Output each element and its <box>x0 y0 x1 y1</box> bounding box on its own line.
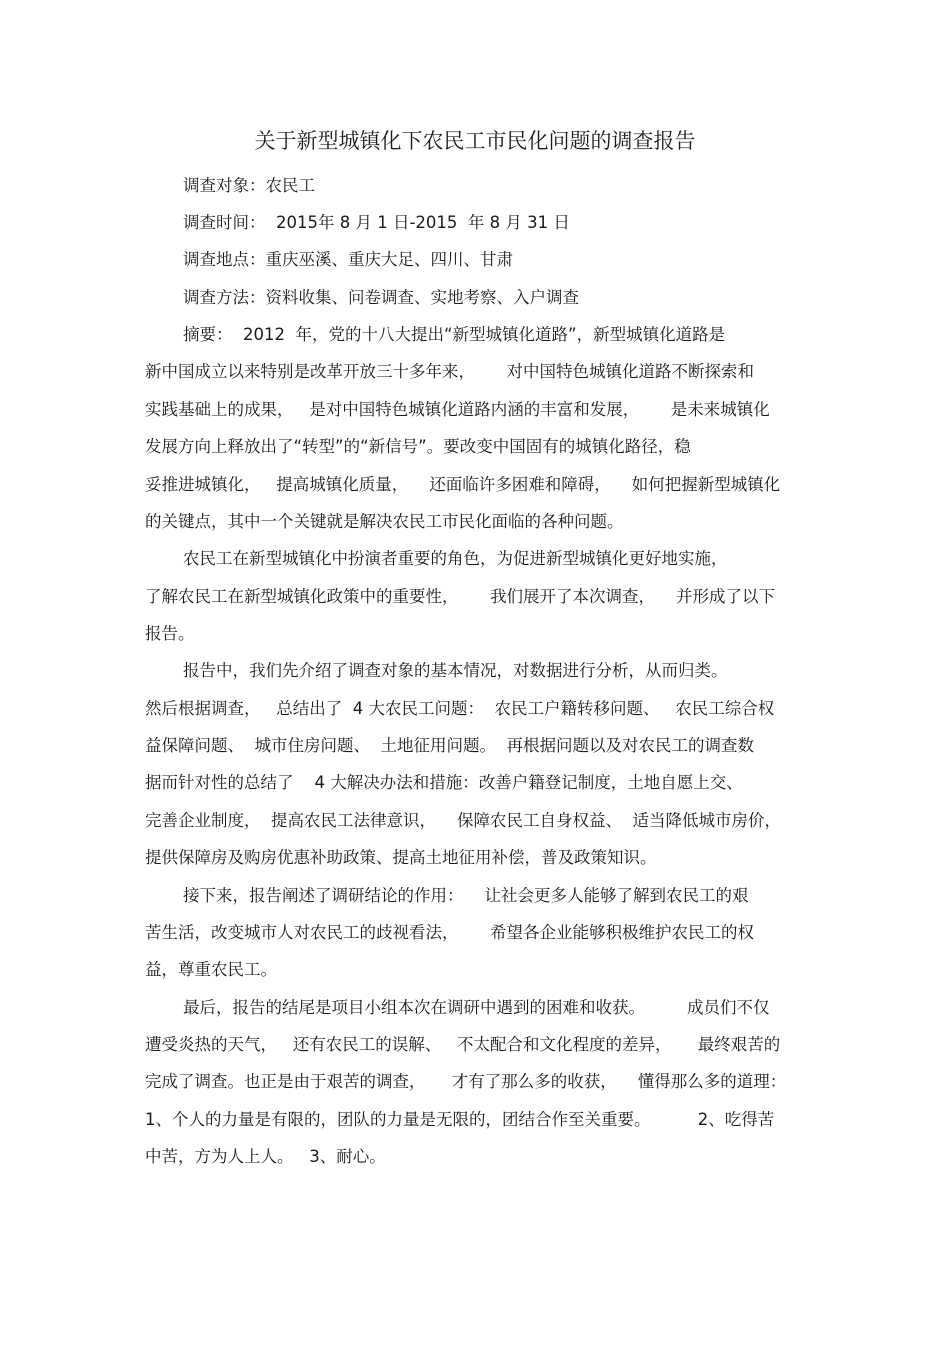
paragraph-line: 新中国成立以来特别是改革开放三十多年来， 对中国特色城镇化道路不断探索和 <box>145 362 754 381</box>
paragraph-line: 接下来，报告阐述了调研结论的作用： 让社会更多人能够了解到农民工的艰 <box>183 886 749 905</box>
paragraph-line: 农民工在新型城镇化中扮演者重要的角色，为促进新型城镇化更好地实施， <box>183 549 728 568</box>
paragraph-line: 妥推进城镇化， 提高城镇化质量， 还面临许多困难和障碍， 如何把握新型城镇化 <box>145 475 781 494</box>
paragraph-line: 摘要： 2012 年，党的十八大提出“新型城镇化道路”，新型城镇化道路是 <box>183 325 726 344</box>
paragraph-line: 然后根据调查， 总结出了 4 大农民工问题： 农民工户籍转移问题、 农民工综合权 <box>145 699 775 718</box>
paragraph-line: 益保障问题、 城市住房问题、 土地征用问题。 再根据问题以及对农民工的调查数 <box>145 736 754 755</box>
meta-line-location: 调查地点：重庆巫溪、重庆大足、四川、甘肃 <box>183 250 513 269</box>
meta-line-subject: 调查对象：农民工 <box>183 176 315 195</box>
document-title: 关于新型城镇化下农民工市民化问题的调查报告 <box>254 129 696 153</box>
paragraph-line: 苦生活，改变城市人对农民工的歧视看法， 希望各企业能够积极维护农民工的权 <box>145 923 754 942</box>
paragraph-line: 报告中，我们先介绍了调查对象的基本情况，对数据进行分析，从而归类。 <box>183 661 728 680</box>
paragraph-line: 遭受炎热的天气， 还有农民工的误解、 不太配合和文化程度的差异， 最终艰苦的 <box>145 1035 781 1054</box>
paragraph-line: 了解农民工在新型城镇化政策中的重要性， 我们展开了本次调查， 并形成了以下 <box>145 587 775 606</box>
paragraph-line: 的关键点，其中一个关键就是解决农民工市民化面临的各种问题。 <box>145 512 624 531</box>
paragraph-line: 中苦，方为人上人。 3、耐心。 <box>145 1147 386 1166</box>
paragraph-line: 益，尊重农民工。 <box>145 960 277 979</box>
paragraph-line: 发展方向上释放出了“转型”的“新信号”。要改变中国固有的城镇化路径，稳 <box>145 437 691 456</box>
meta-line-method: 调查方法：资料收集、问卷调查、实地考察、入户调查 <box>183 288 579 307</box>
paragraph-line: 实践基础上的成果， 是对中国特色城镇化道路内涵的丰富和发展， 是未来城镇化 <box>145 400 770 419</box>
paragraph-line: 据而针对性的总结了 4 大解决办法和措施：改善户籍登记制度，土地自愿上交、 <box>145 773 743 792</box>
paragraph-line: 报告。 <box>145 624 195 643</box>
paragraph-line: 最后，报告的结尾是项目小组本次在调研中遇到的困难和收获。 成员们不仅 <box>183 998 770 1017</box>
paragraph-line: 1、个人的力量是有限的，团队的力量是无限的，团结合作至关重要。 2、吃得苦 <box>145 1110 775 1129</box>
paragraph-line: 完成了调查。也正是由于艰苦的调查， 才有了那么多的收获， 懂得那么多的道理： <box>145 1072 787 1091</box>
meta-line-time: 调查时间： 2015年 8 月 1 日-2015 年 8 月 31 日 <box>183 213 570 232</box>
paragraph-line: 完善企业制度， 提高农民工法律意识， 保障农民工自身权益、 适当降低城市房价， <box>145 811 781 830</box>
paragraph-line: 提供保障房及购房优惠补助政策、提高土地征用补偿，普及政策知识。 <box>145 848 657 867</box>
